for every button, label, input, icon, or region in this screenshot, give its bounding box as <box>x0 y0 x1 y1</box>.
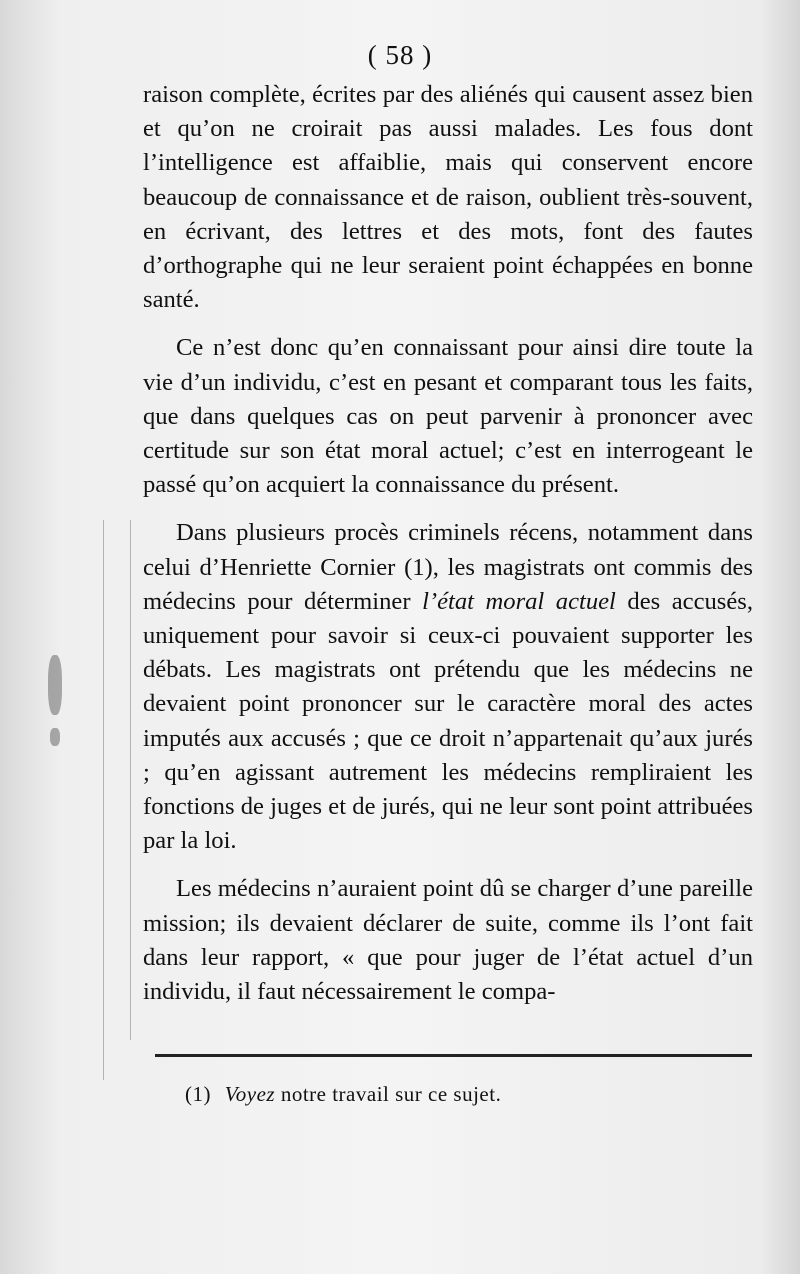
page-number: ( 58 ) <box>367 40 433 70</box>
footnote-text: notre travail sur ce sujet. <box>280 1082 502 1106</box>
body-text <box>143 78 753 1023</box>
paragraph-1: raison complète, écrites par des aliénés qui causent assez bien et qu’on ne croirait pas aussi malades. Les fous dont l’intelligence est affaiblie, mais qui conservent encore beaucoup de connaissance et de raison, oublient très-souvent, en écrivant, des lettres et des mots, font des fautes d’orthographe qui ne leur seraient point échappées en bonne santé. <box>143 81 753 314</box>
paragraph-3-part-1: Dans plusieurs procès criminels récens, notamment dans celui d’Henriette Cornier (1), les magistrats ont commis des médecins pour déterminer <box>143 519 753 615</box>
margin-ink-mark <box>48 655 62 715</box>
footnote-rule <box>155 1054 752 1057</box>
paragraph-3-part-2: des accusés, uniquement pour savoir si ceux-ci pouvaient supporter les débats. Les magistrats ont prétendu que les médecins ne devaient point prononcer sur le caractère moral des actes imputés aux accusés ; que ce droit n’appartenait qu’aux jurés ; qu’en agissant autrement les médecins rempliraient les fonctions de juges et de jurés, qui ne leur sont point attribuées par la loi. <box>143 587 753 855</box>
paragraph-3 <box>143 516 753 858</box>
margin-pencil-line-2 <box>130 520 131 1040</box>
margin-ink-dot <box>50 728 60 746</box>
paragraph-3-italic: l’état moral actuel <box>422 587 616 615</box>
paragraph-2: Ce n’est donc qu’en connaissant pour ainsi dire toute la vie d’un individu, c’est en pesant et comparant tous les faits, que dans quelques cas on peut parvenir à prononcer avec certitude sur son état moral actuel; c’est en interrogeant le passé qu’on acquiert la connaissance du présent. <box>143 334 753 499</box>
footnote <box>185 1082 501 1107</box>
footnote-italic: Voyez <box>224 1082 276 1106</box>
footnote-mark: (1) <box>185 1082 211 1106</box>
paragraph-4: Les médecins n’auraient point dû se charger d’une pareille mission; ils devaient déclarer de suite, comme ils l’ont fait dans leur rapport, « que pour juger de l’état actuel d’un individu, il faut nécessairement le compa- <box>143 875 753 1006</box>
margin-pencil-line <box>103 520 104 1080</box>
